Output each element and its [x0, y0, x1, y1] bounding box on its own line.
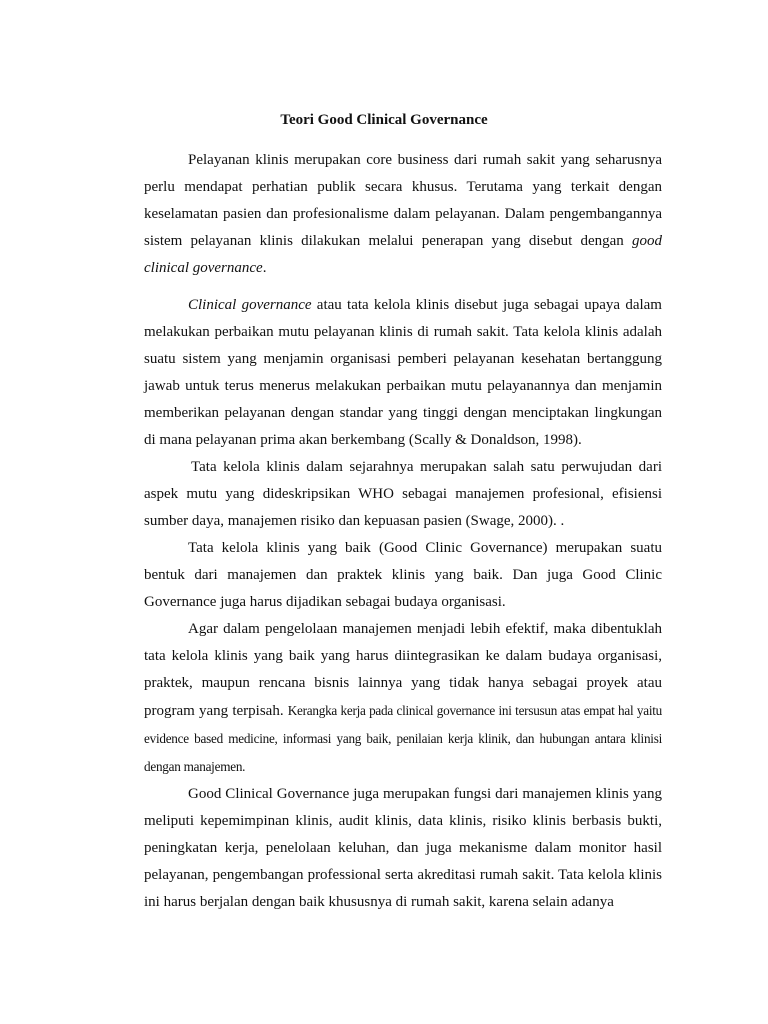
- paragraph-5-text: Agar dalam pengelolaan manajemen menjadi lebih efektif, maka dibentuklah tata kelola klinis yang baik yang harus diintegrasikan ke dalam budaya organisasi, praktek, maupun rencana bisnis lainnya yang tidak hanya sebagai proyek atau program yang terpisah.: [144, 621, 662, 719]
- paragraph-6: [144, 781, 662, 916]
- paragraph-2-italic: Clinical governance: [188, 297, 312, 313]
- paragraph-4-text: Tata kelola klinis yang baik (Good Clinic Governance) merupakan suatu bentuk dari manajemen dan praktek klinis yang baik. Dan juga Good Clinic Governance juga harus dijadikan sebagai budaya organisasi.: [144, 540, 662, 610]
- paragraph-1: [144, 147, 662, 282]
- paragraph-6-text: Good Clinical Governance juga merupakan fungsi dari manajemen klinis yang meliputi kepemimpinan klinis, audit klinis, data klinis, risiko klinis berbasis bukti, peningkatan kerja, penelolaan keluhan, dan juga mekanisme dalam monitor hasil pelayanan, pengembangan professional serta akreditasi rumah sakit. Tata kelola klinis ini harus berjalan dengan baik khususnya di rumah sakit, karena selain adanya: [144, 786, 662, 910]
- paragraph-1-text: Pelayanan klinis merupakan core business dari rumah sakit yang seharusnya perlu mendapat perhatian publik secara khusus. Terutama yang terkait dengan keselamatan pasien dan profesionalisme dalam pelayanan. Dalam pengembangannya sistem pelayanan klinis dilakukan melalui penerapan yang disebut dengan: [144, 152, 662, 249]
- paragraph-2-text: atau tata kelola klinis disebut juga sebagai upaya dalam melakukan perbaikan mutu pelayanan klinis di rumah sakit. Tata kelola klinis adalah suatu sistem yang menjamin organisasi pemberi pelayanan kesehatan bertanggung jawab untuk terus menerus melakukan perbaikan mutu pelayanannya dan menjamin memberikan pelayanan dengan standar yang tinggi dengan menciptakan lingkungan di mana pelayanan prima akan berkembang (Scally & Donaldson, 1998).: [144, 297, 662, 448]
- paragraph-2: [144, 292, 662, 454]
- paragraph-1-end: .: [262, 260, 267, 276]
- paragraph-1-italic: good clinical governance: [144, 233, 662, 276]
- paragraph-3-text: Tata kelola klinis dalam sejarahnya merupakan salah satu perwujudan dari aspek mutu yang dideskripsikan WHO sebagai manajemen profesional, efisiensi sumber daya, manajemen risiko dan kepuasan pasien (Swage, 2000). .: [144, 459, 662, 529]
- paragraph-4: [144, 535, 662, 616]
- document-body: [144, 147, 662, 916]
- paragraph-5: [144, 616, 662, 781]
- paragraph-5-small-text: Kerangka kerja pada clinical governance ini tersusun atas empat hal yaitu evidence based medicine, informasi yang baik, penilaian kerja klinik, dan hubungan antara klinisi dengan manajemen.: [144, 703, 662, 774]
- page-title: Teori Good Clinical Governance: [280, 112, 488, 128]
- paragraph-3: [144, 454, 662, 535]
